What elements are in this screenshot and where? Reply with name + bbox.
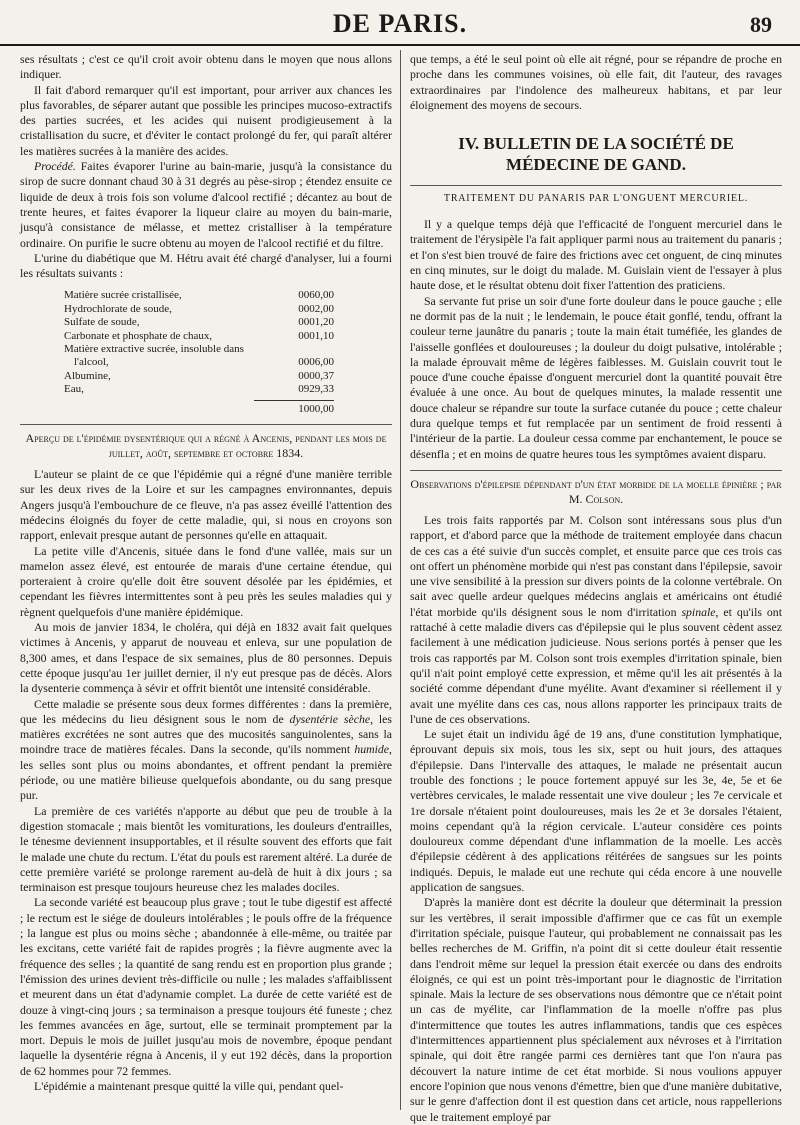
- table-row: [64, 356, 334, 369]
- bulletin-title: IV. BULLETIN DE LA SOCIÉTÉ DE MÉDECINE DE GAND.: [458, 134, 734, 175]
- table-label: Eau,: [64, 383, 84, 396]
- table-value: 0929,33: [298, 383, 334, 396]
- table-row: [64, 330, 334, 343]
- table-label: Matière extractive sucrée, insoluble dans: [64, 343, 244, 356]
- table-row: [64, 289, 334, 302]
- paragraph: [20, 697, 392, 804]
- column-divider: [400, 50, 401, 1110]
- page-number: 89: [750, 12, 772, 37]
- table-sum-rule: [254, 400, 334, 401]
- paragraph: La première de ces variétés n'apporte au début que peu de trouble à la digestion stomacale ; mais bientôt les vomiturations, les douleurs d'entrailles, le ténesme deviennent insupportables, et il résulte souvent des efforts que fait le malade une chute du rectum. L'état du pouls est rarement altéré. La durée de cette première variété se prolonge rarement au-delà de huit à dix jours ; sa terminaison est presque toujours heureuse chez les malades dociles.: [20, 803, 392, 895]
- paragraph: L'épidémie a maintenant presque quitté la ville qui, pendant quel-: [34, 1078, 344, 1093]
- text-run: Les trois faits rapportés par M. Colson sont intéressans sous plus d'un rapport, et d'abord parce que la méthode de traitement employée dans chacun de ces cas a été suivie d'un succès complet, et ensuite parce que ces trois cas ont offert un phénomène morbide qui n'est pas constant dans l'épilepsie, savoir une vive sensibilité à la pression sur divers points de la colonne vertébrale. On sait avec quelle ardeur quelques médecins anglais et américains ont étudié l'état morbide qu'ils désignent sous le nom d'irritation: [410, 512, 782, 619]
- table-label: l'alcool,: [74, 356, 109, 369]
- paragraph: L'urine du diabétique que M. Hétru avait été chargé d'analyser, lui a fourni les résultats suivants :: [20, 250, 392, 281]
- paragraph: [20, 159, 392, 251]
- page-header: [0, 0, 800, 46]
- section-title: Aperçu de l'épidémie dysentérique qui a régné à Ancenis, pendant les mois de juillet, août, septembre et octobre 1834.: [20, 424, 392, 461]
- text-run: , et qu'ils ont rattaché à cette maladie divers cas d'épilepsie qui le plus souvent cèdent assez facilement à une médication judicieuse. Nous serions portés à penser que les trois cas rapportés par M. Colson sont trois exemples d'irritation spinale, bien qu'il n'ait point employé cette expression, et même qu'il les ait présentés à la société comme dépendant d'une myélite. Avant d'examiner si réellement il y avait une myélite dans ces cas, nous allons rapporter les principaux traits de l'une de ces observations.: [410, 604, 782, 726]
- paragraph: Il fait d'abord remarquer qu'il est important, pour arriver aux chances les plus favorables, de séparer autant que possible les principes mucoso-extractifs des parties sucrées, et les acides qui nuisent prodigieusement à la cristallisation du sucre, et d'éviter le contact prolongé du fer, qui paraît altérer les matières sucrées à la manière des acides.: [20, 82, 392, 158]
- table-value: 0001,20: [298, 316, 334, 329]
- procedure-text: Faites évaporer l'urine au bain-marie, jusqu'à la consistance du sirop de sucre donnant chaud 30 à 31 degrés au pèse-sirop ; étendez ensuite ce liquide de deux à trois fois son volume d'alcool rectifié ; décantez au bout de trente heures, et faites évaporer la liqueur claire au moyen du bain-marie, jusqu'à consistance de mélasse, et mettez cristalliser à la température ordinaire. On purifie le sucre obtenu au moyen de l'alcool rectifié et du filtre.: [20, 159, 392, 250]
- left-column: [20, 52, 392, 1112]
- text-run: , les matières excrétées ne sont autres que des mucosités sanguinolentes, sans la moindre trace de matières fécales. Dans la seconde, qu'ils nomment: [20, 711, 392, 757]
- running-title: DE PARIS.: [332, 9, 468, 38]
- paragraph: La seconde variété est beaucoup plus grave ; tout le tube digestif est affecté ; le rectum est le siége de douleurs intolérables ; le pouls offre de la fréquence ; la langue est plus ou moins sèche ; abandonnée à elle-même, ou traitée par les excitans, cette variété fait de rapides progrès ; la fièvre augmente avec la fréquence des selles ; la quantité de sang rendu est en proportion plus grande ; l'émission des urines devient très-difficile ou nulle ; les malades s'affaiblissent et meurent dans un état d'adynamie complet. La durée de cette variété est de douze à vingt-cinq jours ; sa terminaison a presque toujours été funeste ; chez les femmes avancées en âge, surtout, elle se terminait promptement par la mort. Depuis le mois de juillet jusqu'au mois de novembre, époque pendant laquelle la dysentérie régna à Ancenis, il y eut 192 décès, dans la proportion de 62 hommes pour 72 femmes.: [20, 895, 392, 1078]
- table-label: Matière sucrée cristallisée,: [64, 289, 182, 302]
- paragraph: Il y a quelque temps déjà que l'efficacité de l'onguent mercuriel dans le traitement de l'érysipèle l'a fait appliquer parmi nous au traitement du panaris ; et l'on s'est bien trouvé de faire des frictions avec cet onguent, de cinq minutes en cinq minutes, sur le doigt du malade. M. Guislain vient de l'essayer à plus haute dose, et le résultat obtenu doit fixer l'attention des praticiens.: [410, 217, 782, 293]
- table-row: [64, 383, 334, 396]
- italic-term: spinale: [681, 604, 716, 619]
- paragraph: que temps, a été le seul point où elle ait régné, pour se répandre de proche en proche dans les communes voisines, où elle fait, dit l'auteur, des ravages extraordinaires par l'indolence des malheureux habitans, et par leur éloignement des moyens de secours.: [410, 52, 782, 112]
- table-row: [64, 343, 334, 356]
- italic-term: dysentérie sèche: [289, 711, 371, 726]
- paragraph: Le sujet était un individu âgé de 19 ans, d'une constitution lymphatique, éprouvant depuis six mois, tous les six, sept ou huit jours, des attaques d'épilepsie. Dans l'intervalle des attaques, le malade ne présentait aucun trouble des fonctions ; le pouce fortement appuyé sur les 3e, 4e, 5e et 6e vertèbres cervicales, le malade ressentait une vive douleur ; les 7e cervicale et 1re dorsale n'étaient point douloureuses, mais les 2e et 3e dorsales l'étaient, moins cependant qu'à la région cervicale. L'auteur considère ces points douloureux comme dépendant d'une inflammation de la moelle. Les accès d'épilepsie cédèrent à des applications réitérées de sangsues sur les points indiqués. Depuis, le malade eut une rechute qui céda encore à une nouvelle application de sangsues.: [410, 727, 782, 895]
- text-run: Cette maladie se présente sous deux formes différentes : dans la première, que les médecins du lieu désignent sous le nom de: [20, 696, 392, 726]
- table-row: [64, 370, 334, 383]
- table-label: Carbonate et phosphate de chaux,: [64, 329, 213, 342]
- table-label: Albumine,: [64, 369, 111, 382]
- procedure-lead: Procédé.: [34, 159, 76, 174]
- analysis-table: [64, 289, 334, 416]
- paragraph: La petite ville d'Ancenis, située dans le fond d'une vallée, mais sur un mamelon assez élevé, est entourée de marais d'une certaine étendue, qui porteraient à croire qu'elle doit être souvent désolée par les épidémies, et cependant les fièvres intermittentes sont à peu près les seules maladies qui y règnent quelquefois d'une manière épidémique.: [20, 543, 392, 619]
- paragraph: Au mois de janvier 1834, le choléra, qui déjà en 1832 avait fait quelques victimes à Ancenis, y apparut de nouveau et enleva, sur une population de 8,300 ames, et dans l'espace de six semaines, plus de 80 personnes. Depuis cette époque jusqu'au 1er juillet dernier, il n'y eut presque pas de décès. Alors la dysenterie commença à sévir et offrit bientôt une intensité considérable.: [20, 620, 392, 696]
- paragraph: L'auteur se plaint de ce que l'épidémie qui a régné d'une manière terrible sur les deux rives de la Loire et sur les campagnes environnantes, depuis Angers jusqu'à l'embouchure de ce fleuve, n'a pas assez éveillé l'attention des médecins éloignés du foyer de cette maladie, qui, si nous en croyons son rapport, enlevait presque autant de personnes qu'elle en attaquait.: [20, 467, 392, 543]
- table-label: Sulfate de soude,: [64, 316, 140, 329]
- text-run: , les selles sont plus ou moins abondantes, et offrent pendant la première période, ou une matière bilieuse quelquefois abondante, ou du sang presque pur.: [20, 742, 392, 803]
- table-value: 0000,37: [298, 369, 334, 382]
- table-row: [64, 316, 334, 329]
- paragraph: [410, 513, 782, 727]
- article-title: TRAITEMENT DU PANARIS PAR L'ONGUENT MERCURIEL.: [410, 185, 782, 205]
- italic-term: humide: [354, 742, 390, 757]
- table-total: 1000,00: [298, 402, 334, 415]
- paragraph: D'après la manière dont est décrite la douleur que déterminait la pression sur les vertèbres, il serait impossible d'affirmer que ce cas fût un exemple d'irritation spéciale, puisque l'auteur, qui probablement ne connaissait pas les belles recherches de M. Griffin, n'a point dit si cette douleur était ressentie dans l'endroit même sur lequel la pression était exercée ou dans des endroits éloignés, ce qui est un point très-important pour le diagnostic de l'irritation spinale. Mais la lecture de ses observations nous démontre que ce n'était point un cas de myélite, car l'inflammation de la moelle n'offre pas plus d'intermittence que toutes les autres inflammations, tandis que ces espèces d'intermittences appartiennent plus spécialement aux névroses et à l'irritation spinale, qui doit être rangée parmi ces dernières tant que l'on n'aura pas découvert la nature intime de cet état morbide. Si nous voulions appuyer encore l'opinion que nous venons d'émettre, bien que d'une manière dubitative, sur le genre d'affection dont il est question dans cet article, nous rappellerions que le traitement employé par: [410, 895, 782, 1124]
- table-value: 0060,00: [298, 289, 334, 302]
- table-value: 0002,00: [298, 302, 334, 315]
- right-column: [410, 52, 782, 1124]
- paragraph: Sa servante fut prise un soir d'une forte douleur dans le pouce gauche ; elle ne dormit pas de la nuit ; le lendemain, le pouce était gonflé, tendu, offrant la couleur terne jaunâtre du panaris ; toute la main était tuméfiée, les glandes de l'aisselle gonflées et douloureuses ; la douleur du doigt pulsative, intolérable ; la malade éprouvait même de légères faiblesses. M. Guislain couvrit tout le pouce d'une couche épaisse d'onguent mercuriel dont la quantité pouvait être évaluée à une once. Au bout de quelques minutes, la malade ressentit une douce chaleur se répandre sur toute la surface cutanée du pouce ; cette chaleur dura quelque temps et fut remplacée par un sentiment de froid ressenti à l'intérieur de la partie. La douleur cessa comme par enchantement, le pouce se désenfla ; et en moins de quatre heures tous les symptômes avaient disparu.: [410, 293, 782, 461]
- table-value: 0001,10: [298, 329, 334, 342]
- table-value: 0006,00: [298, 356, 334, 369]
- table-row: [64, 303, 334, 316]
- table-value: [280, 343, 334, 356]
- table-label: Hydrochlorate de soude,: [64, 302, 172, 315]
- paragraph: ses résultats ; c'est ce qu'il croit avoir obtenu dans le moyen que nous allons indiquer.: [20, 52, 392, 82]
- section-title: Observations d'épilepsie dépendant d'un état morbide de la moelle épinière ; par M. Colson.: [410, 470, 782, 507]
